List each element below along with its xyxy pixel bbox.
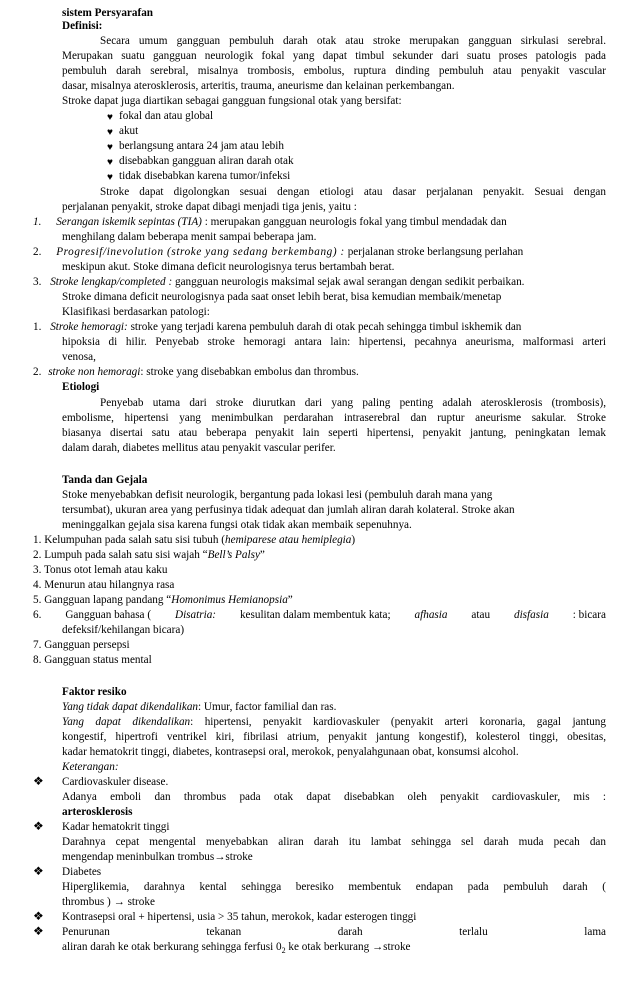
etiologi-line: embolisme, hipertensi yang menimbulkan perdarahan intraserebral dan ruptur aneurisme sakular. Stroke <box>62 412 606 424</box>
heart-bullet-icon: ♥ <box>107 142 113 153</box>
item-number: 1. <box>33 321 42 333</box>
stroke-type-item <box>33 246 606 259</box>
item-term: Disatria: <box>174 609 217 621</box>
risk-item-text <box>62 941 411 957</box>
faktor-line <box>62 716 606 729</box>
definisi-para1-line1: Secara umum gangguan pembuluh darah otak atau stroke merupakan gangguan sirkulasi serebral. <box>100 35 606 47</box>
risk-item-text: Hiperglikemia, darahnya kental sehingga beresiko membentuk endapan pada pembuluh darah ( <box>62 881 606 893</box>
item-term: afhasia <box>414 609 448 621</box>
definisi-para3-line2: perjalanan penyakit, stroke dapat dibagi menjadi tiga jenis, yaitu : <box>62 201 357 213</box>
item-text: Gangguan bahasa ( <box>65 609 152 621</box>
item-text: gangguan neurologis maksimal sejak awal serangan dengan sedikit perbaikan. <box>172 276 525 288</box>
tanda-line: meninggalkan gejala sisa karena fungsi otak tidak akan membaik sepenuhnya. <box>62 519 412 531</box>
item-number: 3. <box>33 276 42 288</box>
bullet-item: tidak disebabkan karena tumor/infeksi <box>119 170 291 182</box>
item-term: Yang dapat dikendalikan <box>62 716 191 728</box>
item-text: kesulitan dalam membentuk kata; <box>239 609 391 621</box>
item-text: perjalanan stroke berlangsung perlahan <box>344 246 524 258</box>
stroke-type-item-cont: meskipun akut. Stoke dimana deficit neurologisnya terus bertambah berat. <box>62 261 395 273</box>
symptom-item: 7. Gangguan persepsi <box>33 639 130 651</box>
bullet-item: disebabkan gangguan aliran darah otak <box>119 155 294 167</box>
risk-item-title: Penurunan tekanan darah terlalu lama <box>62 926 606 938</box>
item-text: ” <box>259 549 265 561</box>
pathology-item <box>33 321 606 334</box>
symptom-item: 4. Menurun atau hilangnya rasa <box>33 579 175 591</box>
faktor-line: kadar hematokrit tinggi, diabetes, kontrasepsi oral, merokok, penyalahgunaan obat, konsumsi alcohol. <box>62 746 519 758</box>
bullet-item: berlangsung antara 24 jam atau lebih <box>119 140 284 152</box>
risk-item-title: Kadar hematokrit tinggi <box>62 821 170 833</box>
item-term: Stroke hemoragi: <box>50 321 128 333</box>
etiologi-heading: Etiologi <box>62 381 100 393</box>
item-text: : merupakan gangguan neurologis fokal yang timbul mendadak dan <box>201 216 507 228</box>
item-number: 1. <box>33 216 42 228</box>
klasifikasi-text: Klasifikasi berdasarkan patologi: <box>62 306 210 318</box>
symptom-item <box>33 609 606 622</box>
pathology-item <box>33 366 359 379</box>
symptom-item-cont: defeksif/kehilangan bicara) <box>62 624 185 636</box>
symptom-item: 8. Gangguan status mental <box>33 654 152 666</box>
stroke-type-item <box>33 216 606 229</box>
heart-bullet-icon: ♥ <box>107 112 113 123</box>
item-term: Progresif/inevolution (stroke yang sedang berkembang) : <box>56 246 345 258</box>
document-title: sistem Persyarafan <box>62 7 154 19</box>
item-term: disfasia <box>513 609 549 621</box>
item-term: Stroke lengkap/completed : <box>50 276 173 288</box>
bullet-item: akut <box>119 125 139 137</box>
keterangan-label: Keterangan: <box>62 761 119 773</box>
diamond-bullet-icon: ❖ <box>33 774 44 788</box>
diamond-bullet-icon: ❖ <box>33 864 44 878</box>
item-term: stroke non hemoragi <box>48 366 141 378</box>
definisi-heading: Definisi: <box>62 20 103 32</box>
item-text: atau <box>471 609 491 621</box>
item-text: : hipertensi, penyakit kardiovaskuler (penyakit arteri koronaria, gagal jantung <box>190 716 606 728</box>
diamond-bullet-icon: ❖ <box>33 909 44 923</box>
risk-item-title: Cardiovaskuler disease. <box>62 776 169 788</box>
stroke-type-item-cont: Stroke dimana deficit neurologisnya pada saat onset lebih berat, bisa kemudian membaik/menetap <box>62 291 502 303</box>
risk-item-title: Diabetes <box>62 866 102 878</box>
item-text: 5. Gangguan lapang pandang “ <box>33 594 172 606</box>
item-text: : bicara <box>572 609 606 621</box>
item-text: : Umur, factor familial dan ras. <box>198 701 337 713</box>
faktor-line <box>62 701 336 714</box>
item-number: 2. <box>33 366 42 378</box>
symptom-item: 3. Tonus otot lemah atau kaku <box>33 564 168 576</box>
tanda-line: Stoke menyebabkan defisit neurologik, bergantung pada lokasi lesi (pembuluh darah mana yang <box>62 489 493 501</box>
diamond-bullet-icon: ❖ <box>33 924 44 938</box>
risk-item-text: mengendap meninbulkan trombus→stroke <box>62 851 253 863</box>
faktor-line: kongestif, hipertrofi ventrikel kiri, fibrilasi atrium, penyakit jantung kongestif), kolesterol tinggi, obesitas, <box>62 731 606 743</box>
subscript: 2 <box>281 946 286 956</box>
item-number: 2. <box>33 246 42 258</box>
risk-item-title: Kontrasepsi oral + hipertensi, usia > 35 tahun, merokok, kadar esterogen tinggi <box>62 911 417 923</box>
risk-item-term: arterosklerosis <box>62 806 133 818</box>
etiologi-line: Penyebab utama dari stroke diurutkan dari yang paling penting adalah aterosklerosis (trombosis), <box>100 397 606 409</box>
definisi-para1-line3: pembuluh darah serebral, misalnya trombosis, embolus, ruptura dinding pembuluh atau penyakit vascular <box>62 65 606 77</box>
definisi-para3-line1: Stroke dapat digolongkan sesuai dengan etiologi atau dasar perjalanan penyakit. Sesuai dengan <box>100 186 606 198</box>
etiologi-line: dalam darah, diabetes mellitus atau penyakit vascular perifer. <box>62 442 336 454</box>
heart-bullet-icon: ♥ <box>107 127 113 138</box>
item-text: stroke yang terjadi karena pembuluh darah di otak pecah sehingga timbul iskhemik dan <box>127 321 522 333</box>
item-text: ” <box>287 594 293 606</box>
bullet-item: fokal dan atau global <box>119 110 214 122</box>
faktor-heading: Faktor resiko <box>62 686 127 698</box>
symptom-item <box>33 594 293 607</box>
item-term: hemiparese atau hemiplegia <box>225 534 352 546</box>
definisi-para2: Stroke dapat juga diartikan sebagai gangguan fungsional otak yang bersifat: <box>62 95 402 107</box>
risk-item-text: Darahnya cepat mengental menyebabkan aliran darah itu lambat sehingga sel darah muda pecah dan <box>62 836 606 848</box>
pathology-item-cont: hipoksia di hilir. Penyebab stroke hemoragi antara lain: hipertensi, pecahnya aneurisma, malformasi arteri <box>62 336 606 348</box>
diamond-bullet-icon: ❖ <box>33 819 44 833</box>
item-text: 2. Lumpuh pada salah satu sisi wajah “ <box>33 549 208 561</box>
item-number: 6. <box>33 609 42 621</box>
item-text: 1. Kelumpuhan pada salah satu sisi tubuh ( <box>33 534 226 546</box>
item-text: ke otak berkurang →stroke <box>285 941 411 953</box>
item-text: aliran darah ke otak berkurang sehingga ferfusi 0 <box>62 941 282 953</box>
stroke-type-item-cont: menghilang dalam beberapa menit sampai beberapa jam. <box>62 231 317 243</box>
risk-item-text: thrombus ) → stroke <box>62 896 155 908</box>
risk-item-text: Adanya emboli dan thrombus pada otak dapat disebabkan oleh penyakit cardiovaskuler, mis : <box>62 791 606 803</box>
tanda-heading: Tanda dan Gejala <box>62 474 148 486</box>
item-term: Serangan iskemik sepintas (TIA) <box>56 216 202 228</box>
definisi-para1-line2: Merupakan suatu gangguan neurologik fokal yang dapat timbul sekunder dari suatu proses patologis pada <box>62 50 606 62</box>
etiologi-line: biasanya disertai satu atau beberapa penyakit lain seperti hipertensi, penyakit jantung, peningkatan lemak <box>62 427 606 439</box>
pathology-item-cont: venosa, <box>62 351 96 363</box>
item-text: : stroke yang disebabkan embolus dan thrombus. <box>140 366 359 378</box>
stroke-type-item <box>33 276 606 289</box>
item-text: ) <box>351 534 356 546</box>
item-term: Yang tidak dapat dikendalikan <box>62 701 199 713</box>
symptom-item <box>33 549 265 562</box>
item-term: Homonimus Hemianopsia <box>171 594 288 606</box>
item-term: Bell’s Palsy <box>207 549 260 561</box>
heart-bullet-icon: ♥ <box>107 157 113 168</box>
heart-bullet-icon: ♥ <box>107 172 113 183</box>
definisi-para1-line4: dasar, misalnya aterosklerosis, arteritis, trauma, aneurisme dan kelainan perkembangan. <box>62 80 455 92</box>
tanda-line: tersumbat), ukuran area yang perfusinya tidak adequat dan jumlah aliran darah kolateral. Stroke akan <box>62 504 515 516</box>
symptom-item <box>33 534 355 547</box>
